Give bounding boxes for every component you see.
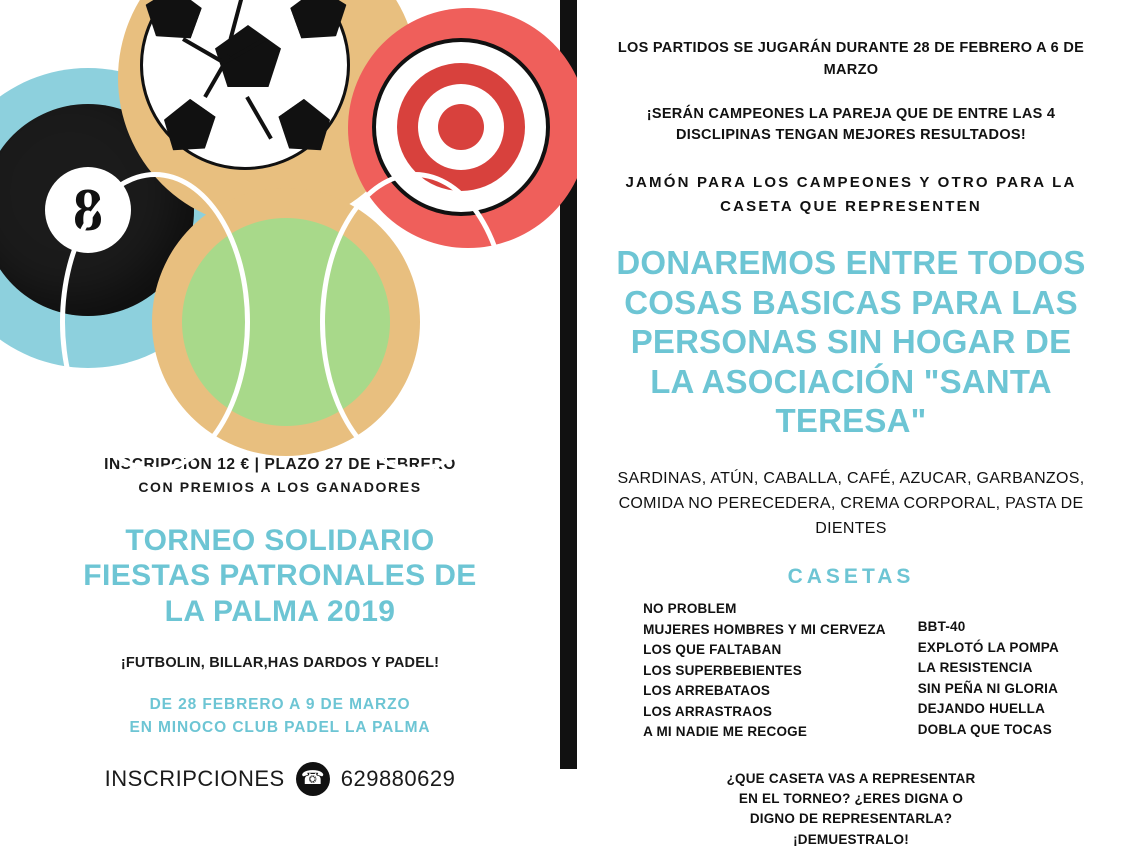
casetas-heading: CASETAS [787,565,915,589]
closing-line-4: ¡DEMUESTRALO! [793,831,909,847]
closing-line-2: EN EL TORNEO? ¿ERES DIGNA O [738,791,964,807]
soccer-seam [245,96,272,140]
inscriptions-contact-row [34,762,526,796]
casetas-column-right [918,599,1059,743]
donation-headline-line-5: TERESA" [775,402,927,440]
event-dates-block [34,693,526,740]
target-bullseye [438,104,484,150]
match-dates-text: LOS PARTIDOS SE JUGARÁN DURANTE 28 DE FEBRERO A 6 DE MARZO [617,40,1085,78]
list-item: SIN PEÑA NI GLORIA [917,680,1059,696]
event-venue-line: EN MINOCO CLUB PADEL LA PALMA [129,719,431,737]
list-item: LOS QUE FALTABAN [643,642,782,658]
donation-headline-line-2: COSAS BASICAS PARA LAS [624,283,1078,321]
inscription-prizes-line: CON PREMIOS A LOS GANADORES [138,479,422,495]
phone-icon: ☎ [296,762,330,796]
list-item: DOBLA QUE TOCAS [917,721,1052,737]
list-item: BBT-40 [917,619,966,635]
closing-line-3: DIGNO DE REPRESENTARLA? [749,811,953,827]
list-item: A MI NADIE ME RECOGE [643,724,808,740]
donation-headline-line-3: PERSONAS SIN HOGAR DE [630,323,1072,361]
event-dates-line: DE 28 FEBRERO A 9 DE MARZO [149,696,411,714]
donation-headline-line-1: DONAREMOS ENTRE TODOS [616,244,1086,281]
inscription-price-line: INSCRIPCION 12 € | PLAZO 27 DE FEBRERO [104,456,456,473]
soccer-pentagon [137,0,206,48]
list-item: MUJERES HOMBRES Y MI CERVEZA [643,621,886,637]
list-item: LOS ARREBATAOS [643,683,771,699]
champions-rule-text: ¡SERÁN CAMPEONES LA PAREJA QUE DE ENTRE LAS 4 DISCLIPINAS TENGAN MEJORES RESULTADOS! [646,105,1056,144]
left-text-block [0,456,560,796]
poster-title-line-2: FIESTAS PATRONALES DE [83,559,477,593]
list-item: EXPLOTÓ LA POMPA [917,639,1059,655]
donation-headline-line-4: LA ASOCIACIÓN "SANTA [650,362,1052,400]
sports-graphics [0,0,560,440]
eight-ball-number: 8 [73,177,103,243]
tennis-seam [320,172,510,472]
phone-number[interactable]: 629880629 [340,765,456,791]
closing-call-to-action [603,769,1099,850]
soccer-ball-icon [140,0,350,170]
list-item: LA RESISTENCIA [917,660,1033,676]
closing-line-1: ¿QUE CASETA VAS A REPRESENTAR [726,770,976,786]
poster-title-line-3: LA PALMA 2019 [164,594,396,628]
list-item: LOS ARRASTRAOS [643,703,773,719]
list-item: LOS SUPERBEBIENTES [643,662,802,678]
right-poster-panel [577,0,1125,847]
poster-title [34,523,526,629]
left-poster-panel [0,0,560,791]
list-item: NO PROBLEM [643,601,737,617]
prize-text: JAMÓN PARA LOS CAMPEONES Y OTRO PARA LA CASETA QUE REPRESENTEN [625,174,1077,215]
donation-goods-list: SARDINAS, ATÚN, CABALLA, CAFÉ, AZUCAR, GARBANZOS, COMIDA NO PERECEDERA, CREMA CORPORAL, PASTA DE DIENTES [617,469,1085,537]
donation-headline [603,243,1099,441]
sports-list-line: ¡FUTBOLIN, BILLAR,HAS DARDOS Y PADEL! [120,655,440,672]
casetas-column-left [643,599,886,743]
tennis-ball-icon [182,218,390,426]
casetas-columns [603,599,1099,743]
target-ring-3 [418,84,504,170]
list-item: DEJANDO HUELLA [917,701,1046,717]
tennis-seam [60,172,250,472]
poster-title-line-1: TORNEO SOLIDARIO [125,524,435,557]
inscriptions-label: INSCRIPCIONES [104,765,285,791]
